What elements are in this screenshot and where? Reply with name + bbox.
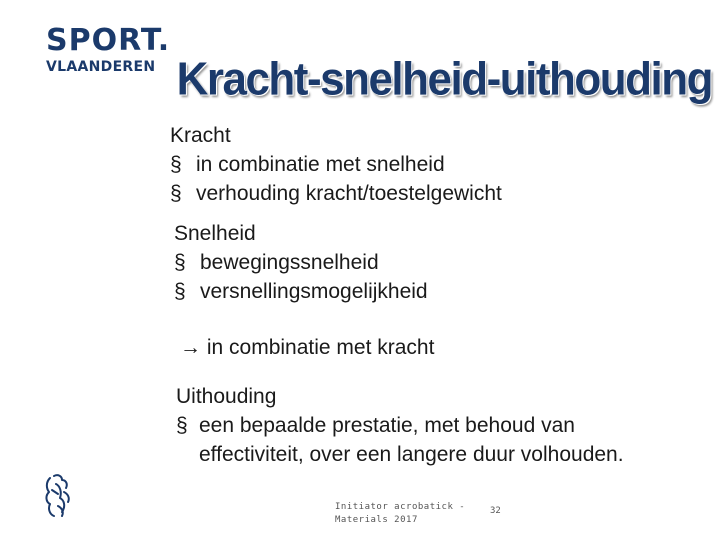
section-kracht [170,121,502,208]
section-snelheid [174,219,428,306]
list-item [174,248,428,277]
footer-line2: Materials 2017 [335,515,418,525]
logo-vlaanderen-text: VLAANDEREN [46,59,156,75]
list-item-text: in combinatie met snelheid [196,153,445,176]
list-item [170,150,502,179]
list-item [174,277,428,306]
list-item-text: een bepaalde prestatie, met behoud van effectiviteit, over een langere duur volhouden. [199,414,624,466]
list-item-text: bewegingssnelheid [200,251,379,274]
arrow-note [180,333,434,362]
arrow-right-icon: → [180,336,201,359]
section-heading: Uithouding [176,385,277,408]
bullet-icon: § [174,251,186,274]
list-item [170,179,502,208]
logo-sport-text: SPORT. [46,23,171,58]
sport-vlaanderen-logo [46,23,171,75]
bullet-icon: § [170,153,182,176]
list-item-text: versnellingsmogelijkheid [200,280,428,303]
list-item-text: verhouding kracht/toestelgewicht [196,182,502,205]
bullet-icon: § [176,414,188,437]
slide-title: Kracht-snelheid-uithouding [176,53,712,106]
bullet-icon: § [174,280,186,303]
bullet-icon: § [170,182,182,205]
slide-footer [335,501,465,527]
section-heading: Kracht [170,124,231,147]
page-number: 32 [490,506,501,516]
list-item [176,411,646,469]
footer-line1: Initiator acrobatick - [335,502,466,512]
arrow-note-text: in combinatie met kracht [206,336,435,359]
section-heading: Snelheid [174,222,256,245]
section-uithouding [176,382,646,469]
flemish-lion-icon [40,470,76,525]
